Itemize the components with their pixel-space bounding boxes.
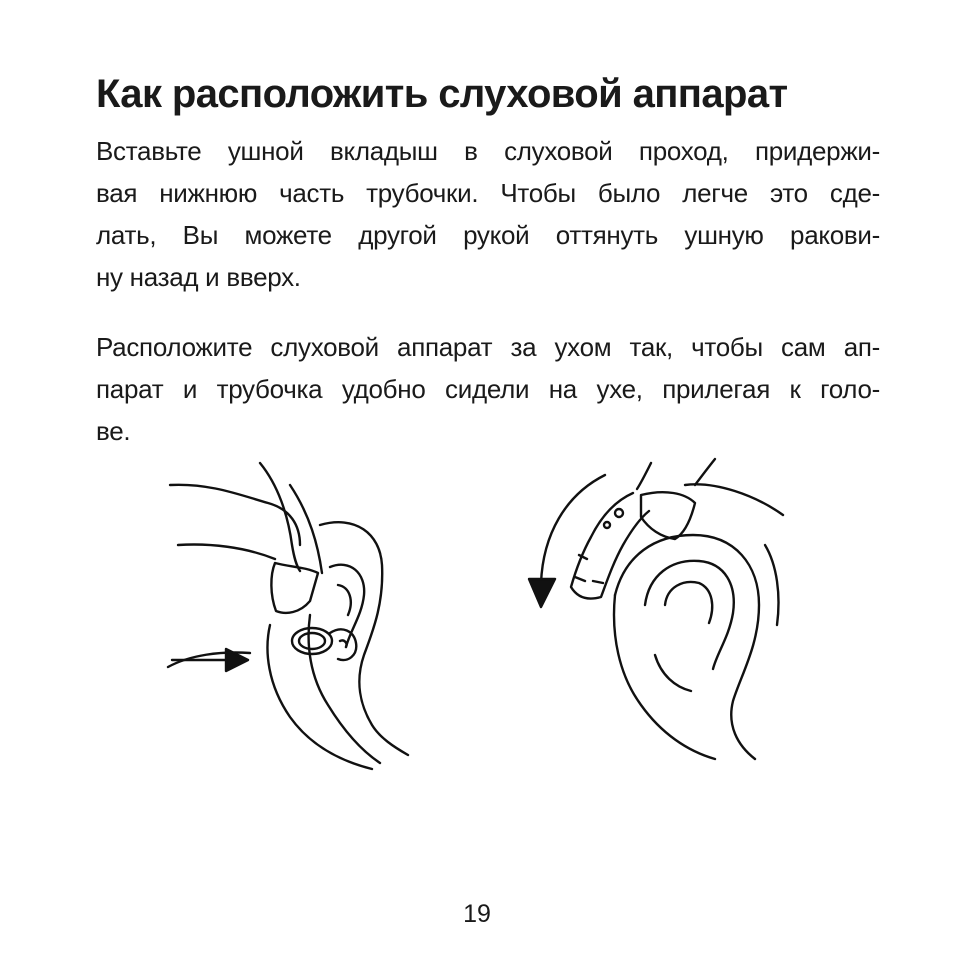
ear-fold: [645, 561, 734, 669]
hearing-aid-detail: [575, 577, 585, 581]
page-title: Как расположить слуховой аппарат: [96, 72, 788, 116]
paragraph-line: парат и трубочка удобно сидели на ухе, прилегая к голо-: [96, 374, 880, 404]
paragraph-line: лать, Вы можете другой рукой оттянуть ушную ракови-: [96, 220, 880, 250]
ear-rim: [615, 535, 759, 759]
paragraph-line: ну назад и вверх.: [96, 262, 301, 292]
head-outline: [765, 545, 779, 625]
paragraph-insert-earpiece: [96, 130, 880, 298]
hearing-aid-body: [571, 493, 649, 599]
finger-outline: [637, 463, 651, 489]
ear-place-hearing-aid-illustration: [515, 455, 785, 775]
ear-rim: [320, 522, 408, 755]
page-number: 19: [463, 900, 491, 928]
finger-outline: [178, 545, 275, 559]
earpiece-vent: [340, 640, 347, 647]
earpiece-ring-inner: [299, 633, 325, 649]
hearing-aid-detail: [593, 581, 603, 583]
hearing-aid-button: [604, 522, 610, 528]
earpiece-dome: [330, 629, 356, 660]
finger-outline: [170, 485, 300, 545]
hearing-aid-button: [615, 509, 623, 517]
curved-arrow-head: [529, 579, 555, 607]
ear-lobe: [614, 595, 715, 759]
ear-insert-earpiece-icon: [150, 455, 420, 775]
paragraph-line: Расположите слуховой аппарат за ухом так, чтобы сам ап-: [96, 332, 880, 362]
finger-outline: [685, 484, 783, 515]
paragraph-place-device: [96, 326, 880, 452]
fingertip-outline: [641, 492, 695, 539]
ear-fold: [330, 565, 364, 647]
paragraph-line: ве.: [96, 416, 131, 446]
paragraph-line: Вставьте ушной вкладыш в слуховой проход, придержи-: [96, 136, 880, 166]
ear-fold: [665, 582, 712, 623]
ear-fold: [655, 655, 691, 691]
ear-place-hearing-aid-icon: [515, 455, 785, 775]
fingertip-outline: [271, 563, 318, 613]
paragraph-line: вая нижнюю часть трубочки. Чтобы было легче это сде-: [96, 178, 880, 208]
ear-insert-earpiece-illustration: [150, 455, 420, 775]
finger-outline: [695, 459, 715, 485]
ear-fold: [338, 585, 351, 615]
